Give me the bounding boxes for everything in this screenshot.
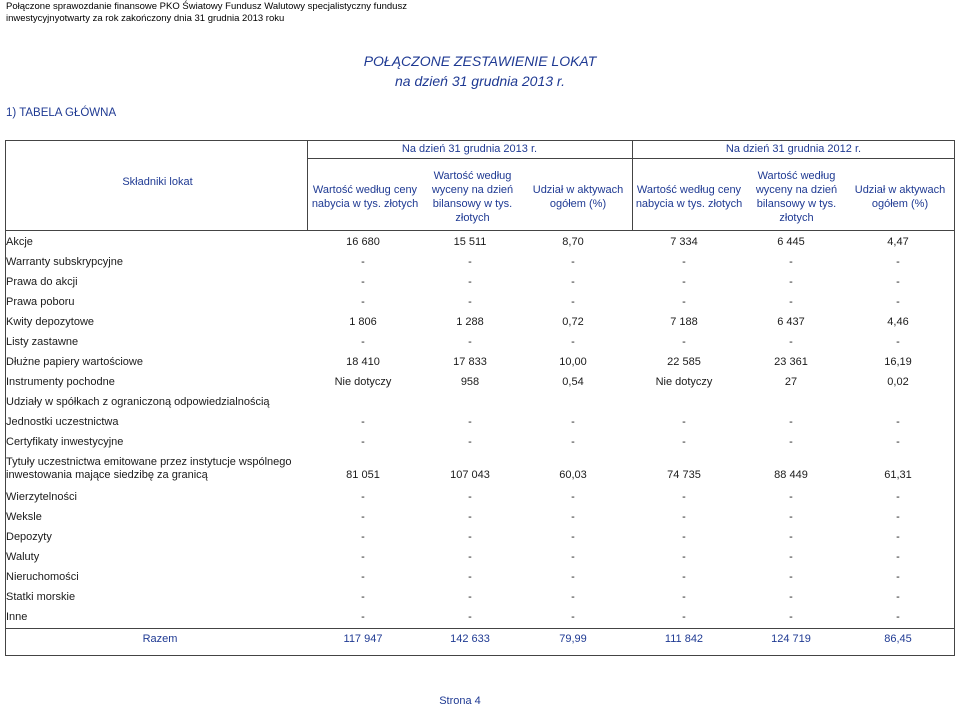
cell: - <box>682 591 686 603</box>
table-row <box>5 373 955 393</box>
cell: - <box>682 276 686 288</box>
cell: Nie dotyczy <box>655 376 713 388</box>
cell: - <box>896 296 900 308</box>
col-header-share-2012: Udział w aktywach ogółem (%) <box>854 184 946 210</box>
cell: - <box>789 591 793 603</box>
table-row <box>5 313 955 333</box>
row-label: Tytuły uczestnictwa emitowane przez instytucje wspólnego inwestowania mające siedzibę za granicą <box>6 456 292 481</box>
cell: - <box>571 276 575 288</box>
cell: 4,47 <box>887 236 909 248</box>
cell: - <box>468 591 472 603</box>
table-row <box>5 233 955 253</box>
cell: 17 833 <box>453 356 487 368</box>
cell: - <box>789 611 793 623</box>
row-label: Nieruchomości <box>6 571 79 583</box>
cell: - <box>682 416 686 428</box>
document-header <box>6 1 407 25</box>
cell: - <box>361 511 365 523</box>
cell: - <box>896 416 900 428</box>
table-row <box>5 488 955 508</box>
cell: 8,70 <box>562 236 584 248</box>
cell: - <box>896 491 900 503</box>
cell: - <box>896 551 900 563</box>
cell: - <box>789 551 793 563</box>
cell: - <box>896 611 900 623</box>
cell: - <box>896 531 900 543</box>
cell: - <box>361 591 365 603</box>
cell: - <box>789 416 793 428</box>
cell: - <box>896 256 900 268</box>
table-row <box>5 393 955 413</box>
cell: 4,46 <box>887 316 909 328</box>
table-row <box>5 548 955 568</box>
total-cell: 124 719 <box>771 633 811 645</box>
cell: 27 <box>784 376 798 388</box>
cell: 0,54 <box>562 376 584 388</box>
col-header-valuation-2012: Wartość według wyceny na dzień bilansowy w tys. złotych <box>755 170 838 224</box>
cell: - <box>571 336 575 348</box>
total-row <box>5 630 955 650</box>
header-line-2: inwestycyjnyotwarty za rok zakończony dnia 31 grudnia 2013 roku <box>6 13 285 24</box>
cell: - <box>789 336 793 348</box>
cell: - <box>361 336 365 348</box>
cell: - <box>682 436 686 448</box>
cell: - <box>361 276 365 288</box>
period-2012-header: Na dzień 31 grudnia 2012 r. <box>725 143 862 155</box>
row-label: Dłużne papiery wartościowe <box>6 356 143 368</box>
row-label: Udziały w spółkach z ograniczoną odpowiedzialnością <box>6 396 270 408</box>
period-divider-line <box>307 158 955 159</box>
cell: - <box>571 491 575 503</box>
cell: 6 445 <box>777 236 805 248</box>
period-2013-header: Na dzień 31 grudnia 2013 r. <box>401 143 538 155</box>
row-label: Depozyty <box>6 531 52 543</box>
page-number: Strona 4 <box>439 695 481 707</box>
cell: 6 437 <box>777 316 805 328</box>
cell: Nie dotyczy <box>334 376 392 388</box>
cell: 16 680 <box>346 236 380 248</box>
cell: - <box>571 296 575 308</box>
cell: 16,19 <box>884 356 912 368</box>
table-row <box>5 413 955 433</box>
header-bottom-line <box>5 230 955 231</box>
cell: - <box>571 436 575 448</box>
cell: - <box>789 276 793 288</box>
cell: 0,72 <box>562 316 584 328</box>
cell: - <box>571 591 575 603</box>
row-label: Listy zastawne <box>6 336 79 348</box>
cell: - <box>361 436 365 448</box>
cell: 61,31 <box>884 469 912 481</box>
cell: - <box>361 531 365 543</box>
cell: 7 188 <box>670 316 698 328</box>
cell: 60,03 <box>559 469 587 481</box>
total-cell: 111 842 <box>664 633 704 645</box>
cell: - <box>789 296 793 308</box>
cell: - <box>361 551 365 563</box>
cell: - <box>682 611 686 623</box>
row-label: Prawa poboru <box>6 296 75 308</box>
row-label: Waluty <box>6 551 40 563</box>
row-label: Kwity depozytowe <box>6 316 95 328</box>
table-row <box>5 608 955 628</box>
cell: - <box>789 511 793 523</box>
col-header-cost-2013: Wartość według ceny nabycia w tys. złotych <box>311 184 419 210</box>
cell: 15 511 <box>453 236 487 248</box>
cell: 81 051 <box>346 469 380 481</box>
cell: - <box>361 491 365 503</box>
cell: - <box>361 611 365 623</box>
cell: 88 449 <box>774 469 808 481</box>
cell: 958 <box>460 376 480 388</box>
cell: 0,02 <box>887 376 909 388</box>
row-label: Inne <box>6 611 28 623</box>
corner-header: Składniki lokat <box>122 176 193 188</box>
table-row <box>5 508 955 528</box>
col-header-cost-2012: Wartość według ceny nabycia w tys. złotych <box>635 184 743 210</box>
cell: 22 585 <box>667 356 701 368</box>
cell: - <box>468 436 472 448</box>
cell: 10,00 <box>559 356 587 368</box>
cell: - <box>682 296 686 308</box>
cell: 1 288 <box>456 316 484 328</box>
cell: - <box>571 416 575 428</box>
cell: 74 735 <box>667 469 701 481</box>
table-row <box>5 273 955 293</box>
statement-title: POŁĄCZONE ZESTAWIENIE LOKAT <box>363 53 597 69</box>
cell: - <box>468 551 472 563</box>
cell: - <box>468 256 472 268</box>
table-row <box>5 433 955 453</box>
total-cell: 79,99 <box>559 633 587 645</box>
total-cell: 142 633 <box>450 633 490 645</box>
cell: - <box>468 531 472 543</box>
cell: - <box>896 436 900 448</box>
cell: 107 043 <box>450 469 490 481</box>
cell: - <box>468 511 472 523</box>
cell: - <box>571 571 575 583</box>
cell: - <box>682 531 686 543</box>
header-line-1: Połączone sprawozdanie finansowe PKO Światowy Fundusz Walutowy specjalistyczny fundusz <box>6 1 407 12</box>
row-label: Instrumenty pochodne <box>6 376 115 388</box>
col-header-share-2013: Udział w aktywach ogółem (%) <box>532 184 624 210</box>
row-label: Prawa do akcji <box>6 276 78 288</box>
cell: - <box>468 491 472 503</box>
cell: - <box>896 336 900 348</box>
total-top-line <box>5 628 955 629</box>
table-row <box>5 253 955 273</box>
section-heading: 1) TABELA GŁÓWNA <box>6 107 117 119</box>
row-label: Jednostki uczestnictwa <box>6 416 119 428</box>
cell: - <box>896 571 900 583</box>
table-row <box>5 456 955 486</box>
cell: - <box>468 276 472 288</box>
cell: - <box>571 551 575 563</box>
table-row <box>5 568 955 588</box>
cell: - <box>896 276 900 288</box>
table-row <box>5 353 955 373</box>
table-row <box>5 528 955 548</box>
cell: - <box>682 551 686 563</box>
cell: - <box>361 571 365 583</box>
row-label: Akcje <box>6 236 33 248</box>
cell: 1 806 <box>349 316 377 328</box>
cell: 7 334 <box>670 236 698 248</box>
cell: - <box>468 296 472 308</box>
col-header-valuation-2013: Wartość według wyceny na dzień bilansowy w tys. złotych <box>431 170 514 224</box>
cell: - <box>682 336 686 348</box>
cell: - <box>571 531 575 543</box>
total-label: Razem <box>142 633 178 645</box>
cell: - <box>468 611 472 623</box>
cell: - <box>468 571 472 583</box>
total-cell: 117 947 <box>343 633 383 645</box>
cell: 23 361 <box>774 356 808 368</box>
cell: 18 410 <box>346 356 380 368</box>
cell: - <box>571 611 575 623</box>
cell: - <box>361 256 365 268</box>
cell: - <box>571 511 575 523</box>
cell: - <box>468 336 472 348</box>
cell: - <box>361 296 365 308</box>
cell: - <box>896 511 900 523</box>
cell: - <box>682 256 686 268</box>
cell: - <box>682 511 686 523</box>
cell: - <box>468 416 472 428</box>
cell: - <box>571 256 575 268</box>
statement-date: na dzień 31 grudnia 2013 r. <box>395 73 565 89</box>
row-label: Certyfikaty inwestycyjne <box>6 436 124 448</box>
table-row <box>5 293 955 313</box>
cell: - <box>789 491 793 503</box>
row-label: Statki morskie <box>6 591 76 603</box>
cell: - <box>361 416 365 428</box>
cell: - <box>682 491 686 503</box>
total-cell: 86,45 <box>884 633 912 645</box>
cell: - <box>682 571 686 583</box>
row-label: Weksle <box>6 511 42 523</box>
cell: - <box>789 256 793 268</box>
row-label: Warranty subskrypcyjne <box>6 256 123 268</box>
cell: - <box>789 571 793 583</box>
row-label: Wierzytelności <box>6 491 77 503</box>
table-row <box>5 333 955 353</box>
cell: - <box>896 591 900 603</box>
cell: - <box>789 531 793 543</box>
cell: - <box>789 436 793 448</box>
table-row <box>5 588 955 608</box>
